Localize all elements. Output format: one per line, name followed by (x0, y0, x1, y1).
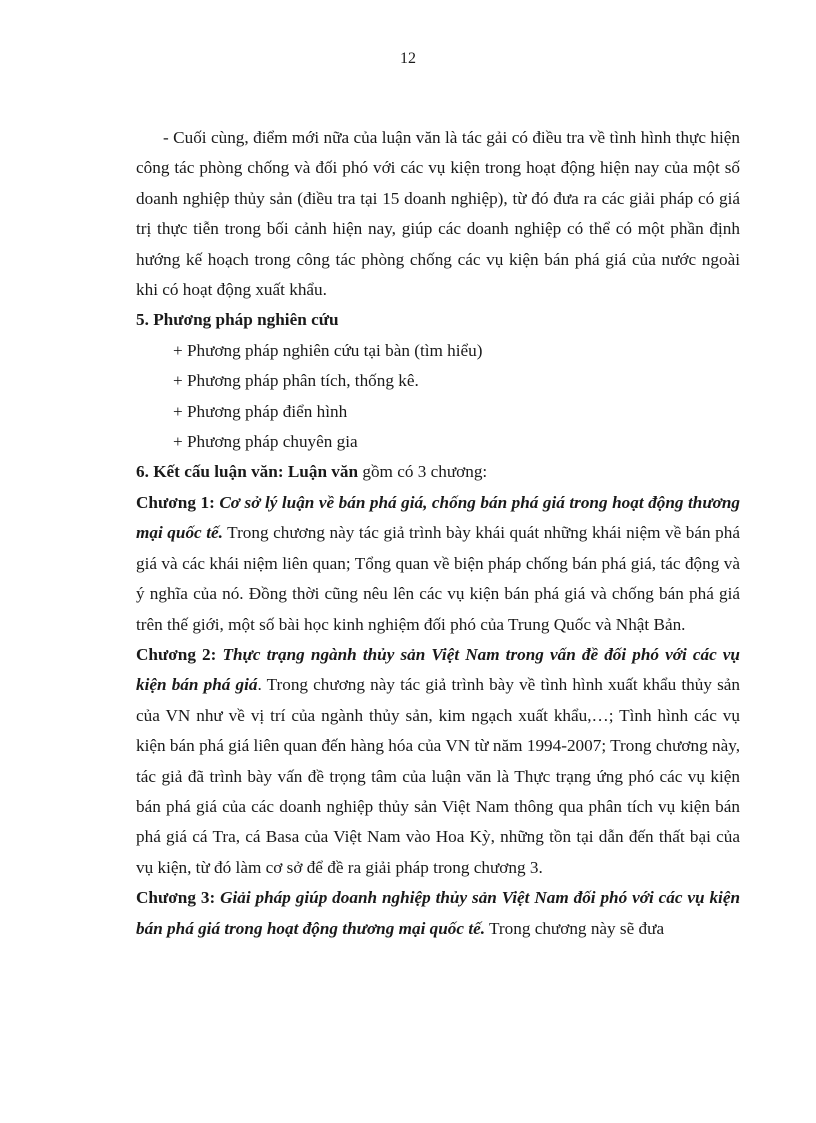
section-heading-structure (136, 457, 740, 487)
chapter-label: Chương 3: (136, 888, 221, 908)
list-item: + Phương pháp nghiên cứu tại bàn (tìm hiểu) (173, 340, 483, 360)
chapter-body: Trong chương này tác giả trình bày khái quát những khái niệm về bán phá giá và các khái niệm liên quan; Tổng quan về biện pháp chống bán phá giá, tác động và ý nghĩa của nó. Đồng thời cũng nêu lên các vụ kiện bán phá giá và chống bán phá giá trên thế giới, một số bài học kinh nghiệm đối phó của Trung Quốc và Nhật Bản. (136, 523, 740, 634)
section-heading-methods: 5. Phương pháp nghiên cứu (136, 310, 339, 330)
chapter-title: Giải pháp giúp doanh nghiệp thủy sản Việt Nam đối phó với các vụ kiện bán phá giá trong hoạt động thương mại quốc tế. (136, 888, 741, 938)
list-item: + Phương pháp điển hình (173, 401, 348, 421)
structure-heading-rest: gồm có 3 chương: (358, 462, 488, 482)
structure-heading-bold: 6. Kết cấu luận văn: Luận văn (136, 462, 359, 482)
chapter-3-paragraph (136, 883, 740, 944)
chapter-title: Thực trạng ngành thủy sản Việt Nam trong vấn đề đối phó với các vụ kiện bán phá giá (136, 644, 740, 695)
chapter-1-paragraph (136, 488, 740, 640)
chapter-body: Trong chương này sẽ đưa (485, 918, 665, 938)
page-number: 12 (400, 50, 416, 67)
chapter-2-paragraph (136, 640, 740, 883)
chapter-label: Chương 2: (136, 644, 223, 664)
list-item: + Phương pháp phân tích, thống kê. (173, 371, 419, 391)
intro-paragraph: - Cuối cùng, điểm mới nữa của luận văn là tác gải có điều tra về tình hình thực hiện công tác phòng chống và đối phó với các vụ kiện trong hoạt động hiện nay của một số doanh nghiệp thủy sản (điều tra tại 15 doanh nghiệp), từ đó đưa ra các giải pháp có giá trị thực tiễn trong bối cảnh hiện nay, giúp các doanh nghiệp có thể có một phần định hướng kế hoạch trong công tác phòng chống các vụ kiện bán phá giá của nước ngoài khi có hoạt động xuất khẩu. (136, 128, 740, 300)
chapter-body: . Trong chương này tác giả trình bày về tình hình xuất khẩu thủy sản của VN như về vị trí của ngành thủy sản, kim ngạch xuất khẩu,…; Tình hình các vụ kiện bán phá giá liên quan đến hàng hóa của VN từ năm 1994-2007; Trong chương này, tác giả đã trình bày vấn đề trọng tâm của luận văn là Thực trạng ứng phó các vụ kiện bán phá giá của các doanh nghiệp thủy sản Việt Nam thông qua phân tích vụ kiện bán phá giá cá Tra, cá Basa của Việt Nam vào Hoa Kỳ, những tồn tại dẫn đến thất bại của vụ kiện, từ đó làm cơ sở để đề ra giải pháp trong chương 3. (136, 675, 740, 877)
chapter-label: Chương 1: (136, 492, 220, 512)
chapter-title: Cơ sở lý luận về bán phá giá, chống bán phá giá trong hoạt động thương mại quốc tế. (136, 492, 741, 543)
list-item: + Phương pháp chuyên gia (173, 432, 358, 452)
document-body (136, 123, 740, 944)
methods-list (136, 336, 740, 458)
